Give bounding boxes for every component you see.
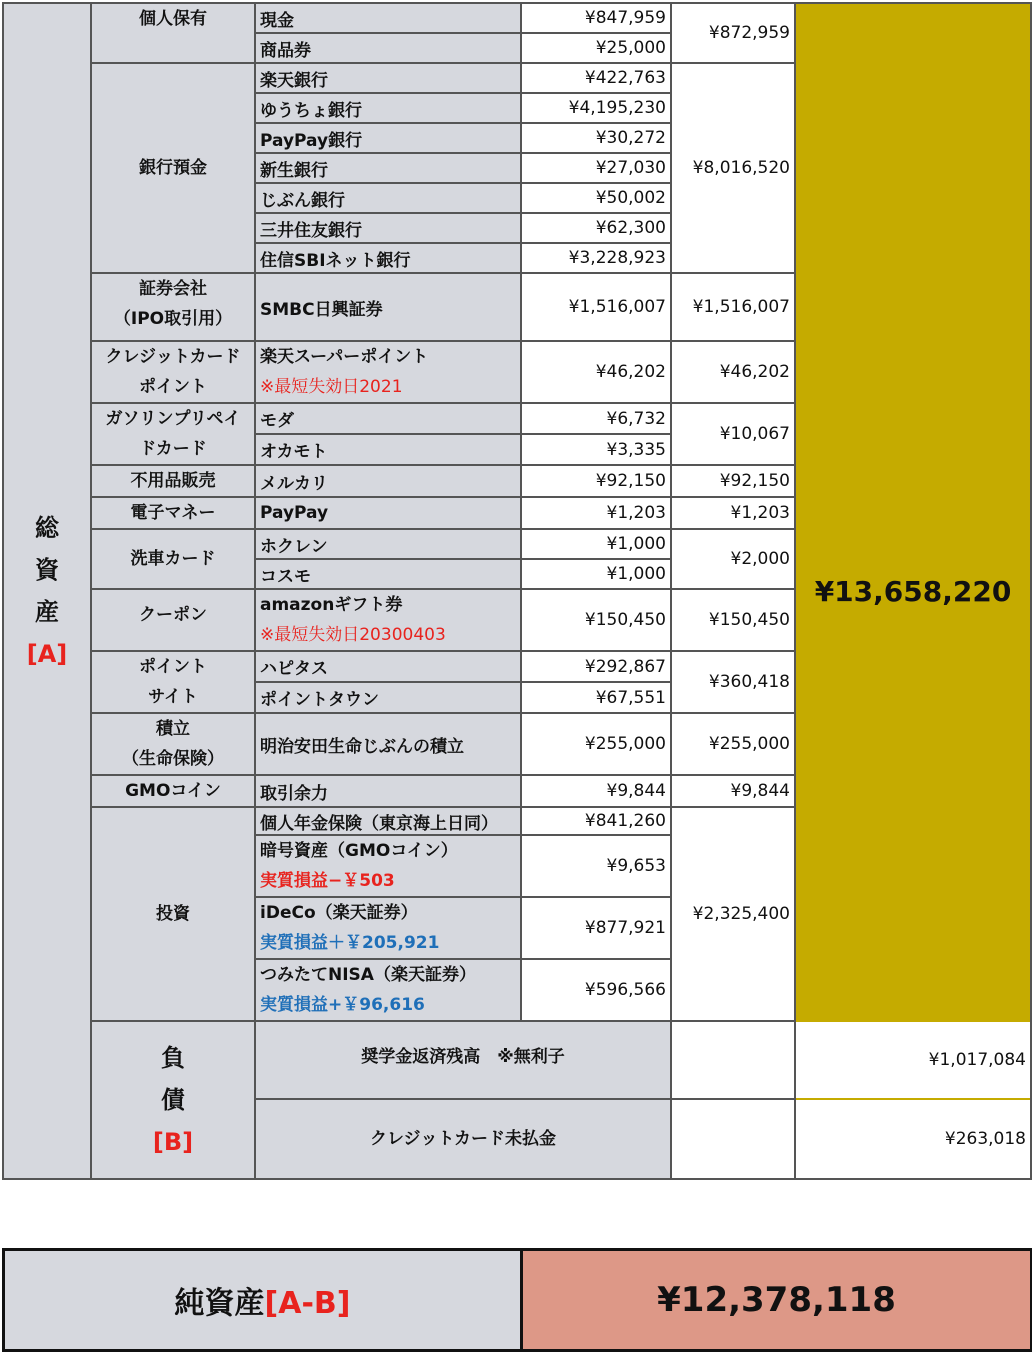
item-cell [255,897,521,959]
item-amount: ¥255,000 [521,713,671,775]
liabilities-label-char: 債 [161,1086,185,1114]
net-assets-table [2,1248,1032,1352]
item-name: ハピタス [255,651,521,682]
category-gas [91,403,255,465]
assets-total: ¥13,658,220 [795,3,1031,1179]
subtotal-coupon: ¥150,450 [671,589,795,651]
net-assets-label [4,1250,522,1351]
item-amount: ¥50,002 [521,183,671,213]
item-amount: ¥1,000 [521,529,671,559]
item-amount: ¥1,203 [521,497,671,529]
category-resale: 不用品販売 [91,465,255,497]
subtotal-emoney: ¥1,203 [671,497,795,529]
subtotal-bank: ¥8,016,520 [671,63,795,273]
subtotal-securities: ¥1,516,007 [671,273,795,341]
assets-label-char: 資 [35,556,59,584]
item-name: 楽天スーパーポイント [260,347,429,367]
category-line: サイト [148,687,198,707]
item-amount: ¥1,000 [521,559,671,589]
net-assets-value: ¥12,378,118 [522,1250,1032,1351]
category-credit-points [91,341,255,403]
balance-sheet-table [2,2,1032,1180]
category-line: クレジットカード [105,347,241,367]
item-name: モダ [255,403,521,434]
category-securities [91,273,255,341]
category-coupon: クーポン [91,589,255,651]
item-amount: ¥9,653 [521,835,671,897]
item-name: 住信SBIネット銀行 [255,243,521,273]
category-line: 証券会社 [139,279,207,299]
item-amount: ¥596,566 [521,959,671,1021]
item-note: ※最短失効日2021 [260,377,403,397]
item-name: 楽天銀行 [255,63,521,93]
item-amount: ¥27,030 [521,153,671,183]
subtotal-gmo: ¥9,844 [671,775,795,807]
item-name: 商品券 [255,33,521,63]
item-name: PayPay [255,497,521,529]
category-line: 積立 [156,719,190,739]
subtotal-carwash: ¥2,000 [671,529,795,589]
liability-amount: ¥1,017,084 [671,1021,1031,1099]
net-label-tag: [A-B] [264,1286,351,1321]
item-note: 実質損益＋￥205,921 [260,933,440,953]
item-name: コスモ [255,559,521,589]
item-cell [255,589,521,651]
item-name: オカモト [255,434,521,465]
table-row [3,3,1031,33]
item-amount: ¥847,959 [521,3,671,33]
item-amount: ¥150,450 [521,589,671,651]
category-invest: 投資 [91,807,255,1021]
subtotal-invest: ¥2,325,400 [671,807,795,1021]
subtotal-gas: ¥10,067 [671,403,795,465]
assets-section-label [3,3,91,1179]
item-name: 個人年金保険（東京海上日同） [255,807,521,835]
item-amount: ¥4,195,230 [521,93,671,123]
subtotal-credit-points: ¥46,202 [671,341,795,403]
table-row [4,1250,1032,1351]
net-label-text: 純資産 [174,1286,265,1321]
item-name: 現金 [255,3,521,33]
item-amount: ¥92,150 [521,465,671,497]
category-line: ドカード [139,439,207,459]
item-name: amazonギフト券 [260,595,403,615]
item-name: PayPay銀行 [255,123,521,153]
subtotal-personal: ¥872,959 [671,3,795,63]
item-name: iDeCo（楽天証券） [260,903,418,923]
liabilities-label-char: 負 [161,1044,185,1072]
category-gmo: GMOコイン [91,775,255,807]
item-amount: ¥30,272 [521,123,671,153]
assets-label-char: 総 [35,514,59,542]
item-name: 三井住友銀行 [255,213,521,243]
item-name: ホクレン [255,529,521,559]
item-amount: ¥292,867 [521,651,671,682]
category-carwash: 洗車カード [91,529,255,589]
item-name: SMBC日興証券 [255,273,521,341]
category-line: ガソリンプリペイ [105,409,241,429]
liabilities-tag: [B] [152,1128,194,1156]
category-pointsite [91,651,255,713]
item-amount: ¥62,300 [521,213,671,243]
item-amount: ¥25,000 [521,33,671,63]
category-bank: 銀行預金 [91,63,255,273]
item-name: 新生銀行 [255,153,521,183]
item-amount: ¥841,260 [521,807,671,835]
assets-label-char: 産 [35,598,59,626]
category-line: ポイント [139,377,207,397]
item-note: 実質損益−￥503 [260,871,395,891]
subtotal-pointsite: ¥360,418 [671,651,795,713]
item-note: 実質損益+￥96,616 [260,995,425,1015]
item-name: つみたてNISA（楽天証券） [260,965,476,985]
item-name: ゆうちょ銀行 [255,93,521,123]
item-amount: ¥422,763 [521,63,671,93]
item-cell [255,959,521,1021]
item-amount: ¥3,335 [521,434,671,465]
item-cell [255,341,521,403]
item-name: 明治安田生命じぶんの積立 [255,713,521,775]
item-amount: ¥1,516,007 [521,273,671,341]
item-amount: ¥6,732 [521,403,671,434]
item-amount: ¥67,551 [521,682,671,713]
item-name: じぶん銀行 [255,183,521,213]
item-amount: ¥3,228,923 [521,243,671,273]
item-amount: ¥46,202 [521,341,671,403]
category-line: ポイント [139,657,207,677]
item-note: ※最短失効日20300403 [260,625,446,645]
liabilities-section-label [91,1021,255,1179]
item-name: 取引余力 [255,775,521,807]
table-row [3,1021,1031,1099]
category-saving [91,713,255,775]
subtotal-saving: ¥255,000 [671,713,795,775]
category-personal: 個人保有 [91,3,255,63]
assets-tag: [A] [26,640,68,668]
category-line: （IPO取引用） [113,309,233,329]
subtotal-resale: ¥92,150 [671,465,795,497]
liability-name: 奨学金返済残高 ※無利子 [255,1021,671,1099]
item-name: メルカリ [255,465,521,497]
category-line: （生命保険） [122,749,224,769]
liability-name: クレジットカード未払金 [255,1099,671,1179]
liability-amount: ¥263,018 [671,1099,1031,1179]
item-cell [255,835,521,897]
item-amount: ¥877,921 [521,897,671,959]
item-name: ポイントタウン [255,682,521,713]
item-amount: ¥9,844 [521,775,671,807]
category-emoney: 電子マネー [91,497,255,529]
item-name: 暗号資産（GMOコイン） [260,841,458,861]
